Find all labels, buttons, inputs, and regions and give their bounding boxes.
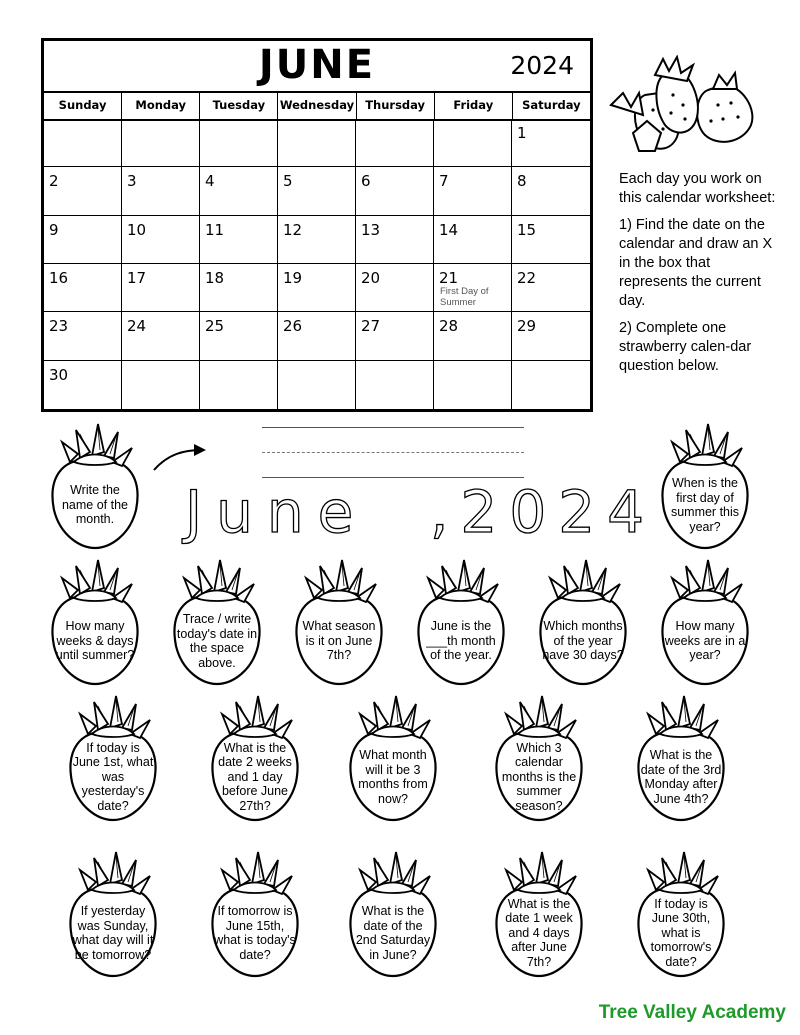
calendar-day-number: 13 xyxy=(361,220,381,239)
calendar-day-cell[interactable] xyxy=(200,264,278,312)
calendar-day-number: 1 xyxy=(517,124,527,142)
calendar-day-cell[interactable] xyxy=(356,264,434,312)
question-text: If yesterday was Sunday, what day will it be tomorrow? xyxy=(72,904,154,962)
question-text: What is the date 2 weeks and 1 day before June 27th? xyxy=(218,740,292,813)
calendar-day-cell[interactable] xyxy=(200,119,278,167)
calendar-day-cell[interactable] xyxy=(122,312,200,360)
question-text: If today is June 1st, what was yesterday's date? xyxy=(72,740,154,813)
calendar-day-cell[interactable] xyxy=(434,216,512,264)
calendar-day-cell[interactable] xyxy=(434,361,512,409)
calendar-day-number: 30 xyxy=(49,365,69,384)
weekday-header xyxy=(44,91,590,121)
strawberry-question xyxy=(58,848,168,978)
calendar-day-number: 18 xyxy=(205,268,225,287)
calendar-day-number: 2 xyxy=(49,172,59,191)
calendar-day-cell[interactable] xyxy=(278,312,356,360)
strawberries-illustration-icon xyxy=(603,55,763,165)
calendar-day-number: 5 xyxy=(283,172,293,191)
calendar-day-number: 7 xyxy=(439,172,449,191)
strawberry-question xyxy=(58,692,168,822)
strawberry-question xyxy=(626,692,736,822)
weekday-label: Wednesday xyxy=(278,91,356,119)
calendar-day-number: 26 xyxy=(283,317,303,336)
strawberry-question xyxy=(40,420,150,550)
question-text: Which months of the year have 30 days? xyxy=(542,619,624,663)
footer-brand: Tree Valley Academy xyxy=(598,1002,786,1023)
calendar-day-cell[interactable] xyxy=(434,312,512,360)
question-text: If tomorrow is June 15th, what is today's date? xyxy=(214,904,296,962)
weekday-label: Sunday xyxy=(44,91,122,119)
calendar-day-cell[interactable] xyxy=(512,312,590,360)
calendar-day-cell[interactable] xyxy=(278,167,356,215)
calendar-day-number: 22 xyxy=(517,268,537,287)
strawberry-question xyxy=(650,556,760,686)
calendar-day-cell[interactable] xyxy=(122,264,200,312)
calendar-day-number: 11 xyxy=(205,220,225,239)
question-text: What is the date of the 2nd Saturday in June? xyxy=(355,904,431,962)
calendar-day-cell[interactable] xyxy=(356,361,434,409)
calendar-day-cell[interactable] xyxy=(356,216,434,264)
calendar-day-cell[interactable] xyxy=(44,119,122,167)
question-text: What season is it on June 7th? xyxy=(302,619,376,663)
calendar-day-number: 28 xyxy=(439,317,459,336)
question-text: Which 3 calendar months is the summer season? xyxy=(501,740,577,813)
writing-line-top xyxy=(262,427,524,428)
calendar-day-cell[interactable] xyxy=(512,119,590,167)
strawberry-question xyxy=(200,692,310,822)
calendar-day-note: First Day of Summer xyxy=(440,285,489,308)
strawberry-question xyxy=(200,848,310,978)
calendar-header xyxy=(44,41,590,93)
calendar-day-number: 4 xyxy=(205,172,215,191)
calendar-day-number: 23 xyxy=(49,317,69,336)
calendar xyxy=(41,38,593,412)
calendar-day-cell[interactable] xyxy=(512,216,590,264)
calendar-day-number: 15 xyxy=(517,220,537,239)
weekday-label: Thursday xyxy=(357,91,435,119)
calendar-day-number: 20 xyxy=(361,268,381,287)
calendar-day-cell[interactable] xyxy=(278,119,356,167)
calendar-month: JUNE xyxy=(258,42,376,88)
calendar-day-number: 14 xyxy=(439,220,459,239)
question-text: How many weeks & days until summer? xyxy=(55,619,135,663)
trace-year: ,2024 xyxy=(430,478,657,546)
calendar-day-cell[interactable] xyxy=(434,167,512,215)
calendar-day-cell[interactable] xyxy=(200,361,278,409)
calendar-day-number: 29 xyxy=(517,317,537,336)
strawberry-question xyxy=(484,848,594,978)
question-text: If today is June 30th, what is tomorrow's date? xyxy=(650,896,712,969)
question-text: Trace / write today's date in the space above. xyxy=(176,612,258,670)
calendar-day-cell[interactable] xyxy=(278,216,356,264)
strawberry-question xyxy=(484,692,594,822)
writing-line-middle xyxy=(262,452,524,453)
trace-month: June xyxy=(185,478,368,546)
calendar-day-number: 8 xyxy=(517,172,527,191)
calendar-day-cell[interactable] xyxy=(434,264,512,312)
calendar-day-number: 19 xyxy=(283,268,303,287)
strawberry-question xyxy=(162,556,272,686)
calendar-day-cell[interactable] xyxy=(44,312,122,360)
strawberry-question xyxy=(528,556,638,686)
strawberry-question xyxy=(406,556,516,686)
weekday-label: Monday xyxy=(122,91,200,119)
calendar-day-cell[interactable] xyxy=(122,119,200,167)
strawberry-question xyxy=(284,556,394,686)
calendar-day-cell[interactable] xyxy=(356,119,434,167)
calendar-day-number: 16 xyxy=(49,268,69,287)
calendar-day-cell[interactable] xyxy=(200,216,278,264)
calendar-day-cell[interactable] xyxy=(44,361,122,409)
instructions-step-2: 2) Complete one strawberry calen-dar question below. xyxy=(619,320,752,374)
instructions xyxy=(619,170,779,384)
question-text: June is the ___th month of the year. xyxy=(426,619,496,663)
strawberry-question xyxy=(338,848,448,978)
question-text: When is the first day of summer this year? xyxy=(670,476,740,534)
question-text: What month will it be 3 months from now? xyxy=(358,748,428,806)
calendar-day-cell[interactable] xyxy=(200,312,278,360)
calendar-day-number: 27 xyxy=(361,317,381,336)
calendar-day-cell[interactable] xyxy=(44,264,122,312)
question-text: What is the date 1 week and 4 days after June 7th? xyxy=(505,896,573,969)
calendar-day-number: 12 xyxy=(283,220,303,239)
calendar-day-number: 9 xyxy=(49,220,59,239)
weekday-label: Saturday xyxy=(522,98,581,112)
instructions-step-1: 1) Find the date on the calendar and draw an X in the box that represents the current day. xyxy=(619,217,773,309)
calendar-day-number: 25 xyxy=(205,317,225,336)
calendar-day-cell[interactable] xyxy=(356,167,434,215)
strawberry-question xyxy=(650,420,760,550)
question-text: Write the name of the month. xyxy=(61,483,128,527)
calendar-day-number: 6 xyxy=(361,172,371,191)
instructions-intro: Each day you work on this calendar worksheet: xyxy=(619,171,776,206)
strawberry-question xyxy=(626,848,736,978)
calendar-day-cell[interactable] xyxy=(122,361,200,409)
calendar-grid xyxy=(44,119,590,409)
calendar-day-cell[interactable] xyxy=(122,167,200,215)
weekday-label: Friday xyxy=(435,91,513,119)
question-text: How many weeks are in a year? xyxy=(664,619,746,663)
calendar-day-cell[interactable] xyxy=(44,167,122,215)
calendar-day-cell[interactable] xyxy=(200,167,278,215)
calendar-year: 2024 xyxy=(510,51,574,80)
calendar-day-cell[interactable] xyxy=(512,167,590,215)
calendar-day-number: 3 xyxy=(127,172,137,191)
weekday-label: Tuesday xyxy=(200,91,278,119)
calendar-day-cell[interactable] xyxy=(44,216,122,264)
arrow-right-icon xyxy=(150,440,210,475)
calendar-day-number: 21 xyxy=(439,268,459,287)
calendar-day-cell[interactable] xyxy=(434,119,512,167)
strawberry-question xyxy=(338,692,448,822)
calendar-day-number: 10 xyxy=(127,220,147,239)
calendar-day-cell[interactable] xyxy=(512,264,590,312)
calendar-day-cell[interactable] xyxy=(278,361,356,409)
calendar-day-cell[interactable] xyxy=(122,216,200,264)
calendar-day-number: 17 xyxy=(127,268,147,287)
calendar-day-cell[interactable] xyxy=(356,312,434,360)
calendar-day-cell[interactable] xyxy=(512,361,590,409)
calendar-day-cell[interactable] xyxy=(278,264,356,312)
strawberry-question xyxy=(40,556,150,686)
calendar-day-number: 24 xyxy=(127,317,147,336)
question-text: What is the date of the 3rd Monday after June 4th? xyxy=(640,748,722,806)
